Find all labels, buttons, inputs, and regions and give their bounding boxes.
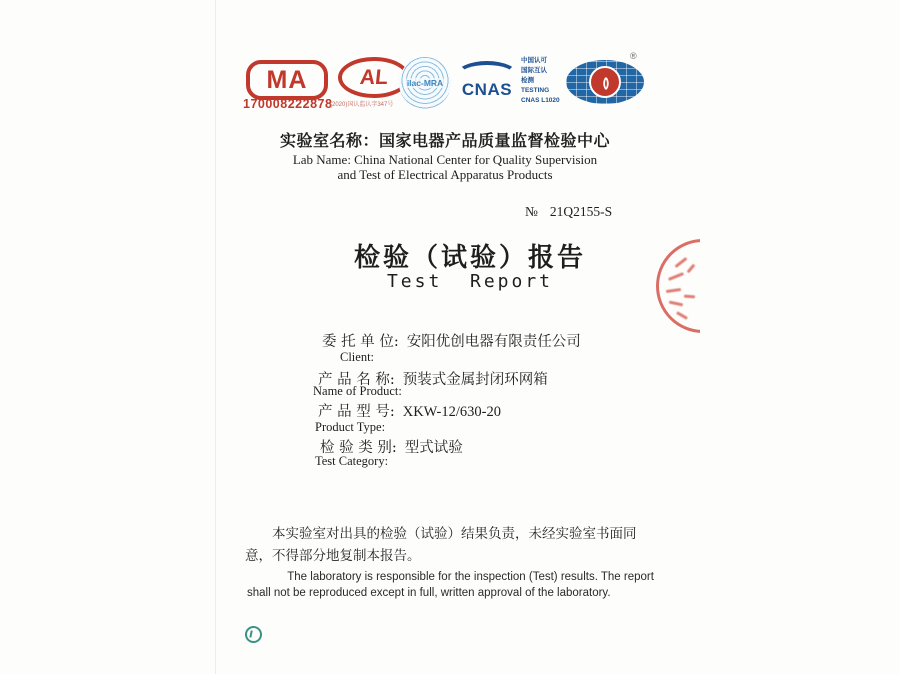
cma-logo-icon (246, 60, 328, 100)
lab-name-en-line1: Lab Name: China National Center for Quality Supervision (292, 152, 598, 167)
field-product-type (318, 400, 501, 421)
report-title-en: Test Report (386, 271, 554, 292)
field-product-type-label-en: Product Type: (315, 420, 386, 434)
field-product-type-label-cn: 产 品 型 号: (318, 404, 395, 420)
seal-ring-icon (656, 239, 700, 333)
report-title-cn: 检验（试验）报告 (353, 243, 586, 273)
cal-logo-text: AL (358, 66, 390, 89)
stamp-icon (245, 626, 262, 643)
cnas-text-line: TESTING (521, 87, 550, 94)
cma-certificate-number: 170008222878 (243, 97, 333, 111)
cma-logo-text: MA (266, 65, 308, 94)
registered-trademark-symbol: ® (630, 51, 637, 61)
field-client-label-cn: 委 托 单 位: (322, 334, 399, 350)
report-number-label: № (525, 204, 538, 219)
cnas-text-line: 国际互认 (521, 67, 547, 74)
cnas-accreditation-text (521, 56, 571, 106)
field-client-label-en: Client: (340, 350, 375, 364)
lab-name-en-line2: and Test of Electrical Apparatus Products (337, 167, 553, 182)
field-product-name-label-cn: 产 品 名 称: (318, 372, 395, 388)
globe-logo-icon (566, 60, 644, 104)
report-number-value: 21Q2155-S (549, 204, 613, 219)
field-test-category-value: 型式试验 (404, 440, 463, 456)
approval-seal (656, 237, 700, 335)
scan-edge-line (215, 0, 216, 674)
disclaimer-en: The laboratory is responsible for the inspection (Test) results. The report shall not be reproduced except in full, written approval of the laboratory. (247, 571, 654, 599)
cnas-text-line: 检测 (521, 77, 534, 84)
field-test-category-label-cn: 检 验 类 别: (320, 440, 397, 456)
cnas-label: CNAS (461, 80, 513, 99)
cnas-text-line: 中国认可 (521, 57, 547, 64)
globe-emblem-icon (589, 66, 621, 98)
field-product-name-value: 预装式金属封闭环网箱 (402, 372, 548, 388)
cnas-logo-icon (456, 61, 518, 100)
field-client-value: 安阳优创电器有限责任公司 (406, 334, 581, 350)
cnas-text-line: CNAS L1020 (521, 97, 560, 104)
field-product-name-label-en: Name of Product: (313, 384, 402, 398)
lab-name-cn: 实验室名称：国家电器产品质量监督检验中心 (279, 131, 610, 150)
field-test-category-label-en: Test Category: (315, 454, 389, 468)
report-number (525, 204, 612, 220)
ilac-mra-label: ilac-MRA (406, 78, 444, 88)
field-client (322, 330, 581, 351)
globe-emblem-glyph: () (602, 74, 608, 90)
field-product-type-value: XKW-12/630-20 (402, 404, 501, 420)
disclaimer-cn: 本实验室对出具的检验（试验）结果负责，未经实验室书面同意，不得部分地复制本报告。 (245, 526, 637, 564)
cal-approval-number: (2020)国认监认字347号 (330, 102, 394, 108)
ilac-mra-logo-icon (399, 57, 451, 109)
